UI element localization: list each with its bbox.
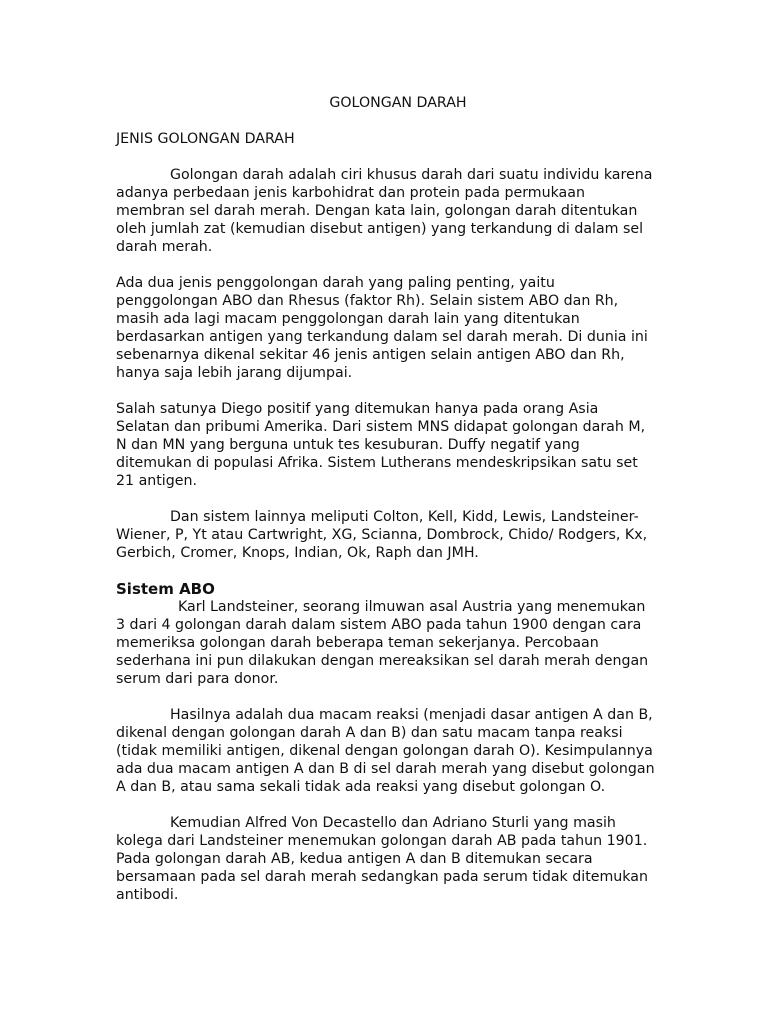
paragraph-abo-2: Hasilnya adalah dua macam reaksi (menjadi dasar antigen A dan B, dikenal dengan golongan darah A dan B) dan satu macam tanpa reaksi (tidak memiliki antigen, dikenal dengan golongan darah O). Kesimpulannya ada dua macam antigen A dan B di sel darah merah yang disebut golongan A dan B, atau sama sekali tidak ada reaksi yang disebut golongan O.	[116, 707, 655, 795]
paragraph-abo-3: Kemudian Alfred Von Decastello dan Adriano Sturli yang masih kolega dari Landsteiner menemukan golongan darah AB pada tahun 1901. Pada golongan darah AB, kedua antigen A dan B ditemukan secara bersamaan pada sel darah merah sedangkan pada serum tidak ditemukan antibodi.	[116, 815, 648, 903]
section-heading-jenis: JENIS GOLONGAN DARAH	[116, 131, 295, 147]
paragraph-abo-1: Karl Landsteiner, seorang ilmuwan asal Austria yang menemukan 3 dari 4 golongan darah dalam sistem ABO pada tahun 1900 dengan cara memeriksa golongan darah beberapa teman sekerjanya. Percobaan sederhana ini pun dilakukan dengan mereaksikan sel darah merah dengan serum dari para donor.	[116, 599, 649, 687]
paragraph-intro-2: Ada dua jenis penggolongan darah yang paling penting, yaitu penggolongan ABO dan Rhesus (faktor Rh). Selain sistem ABO dan Rh, masih ada lagi macam penggolongan darah lain yang ditentukan berdasarkan antigen yang terkandung dalam sel darah merah. Di dunia ini sebenarnya dikenal sekitar 46 jenis antigen selain antigen ABO dan Rh, hanya saja lebih jarang dijumpai.	[116, 275, 648, 381]
section-heading-abo: Sistem ABO	[116, 580, 215, 598]
paragraph-intro-1: Golongan darah adalah ciri khusus darah dari suatu individu karena adanya perbedaan jenis karbohidrat dan protein pada permukaan membran sel darah merah. Dengan kata lain, golongan darah ditentukan oleh jumlah zat (kemudian disebut antigen) yang terkandung di dalam sel darah merah.	[116, 167, 653, 255]
paragraph-intro-3: Salah satunya Diego positif yang ditemukan hanya pada orang Asia Selatan dan pribumi Amerika. Dari sistem MNS didapat golongan darah M, N dan MN yang berguna untuk tes kesuburan. Duffy negatif yang ditemukan di populasi Afrika. Sistem Lutherans mendeskripsikan satu set 21 antigen.	[116, 401, 646, 489]
document-title: GOLONGAN DARAH	[329, 95, 467, 111]
document-page	[116, 94, 656, 922]
paragraph-intro-4: Dan sistem lainnya meliputi Colton, Kell, Kidd, Lewis, Landsteiner-Wiener, P, Yt atau Cartwright, XG, Scianna, Dombrock, Chido/ Rodgers, Kx, Gerbich, Cromer, Knops, Indian, Ok, Raph dan JMH.	[116, 509, 648, 561]
